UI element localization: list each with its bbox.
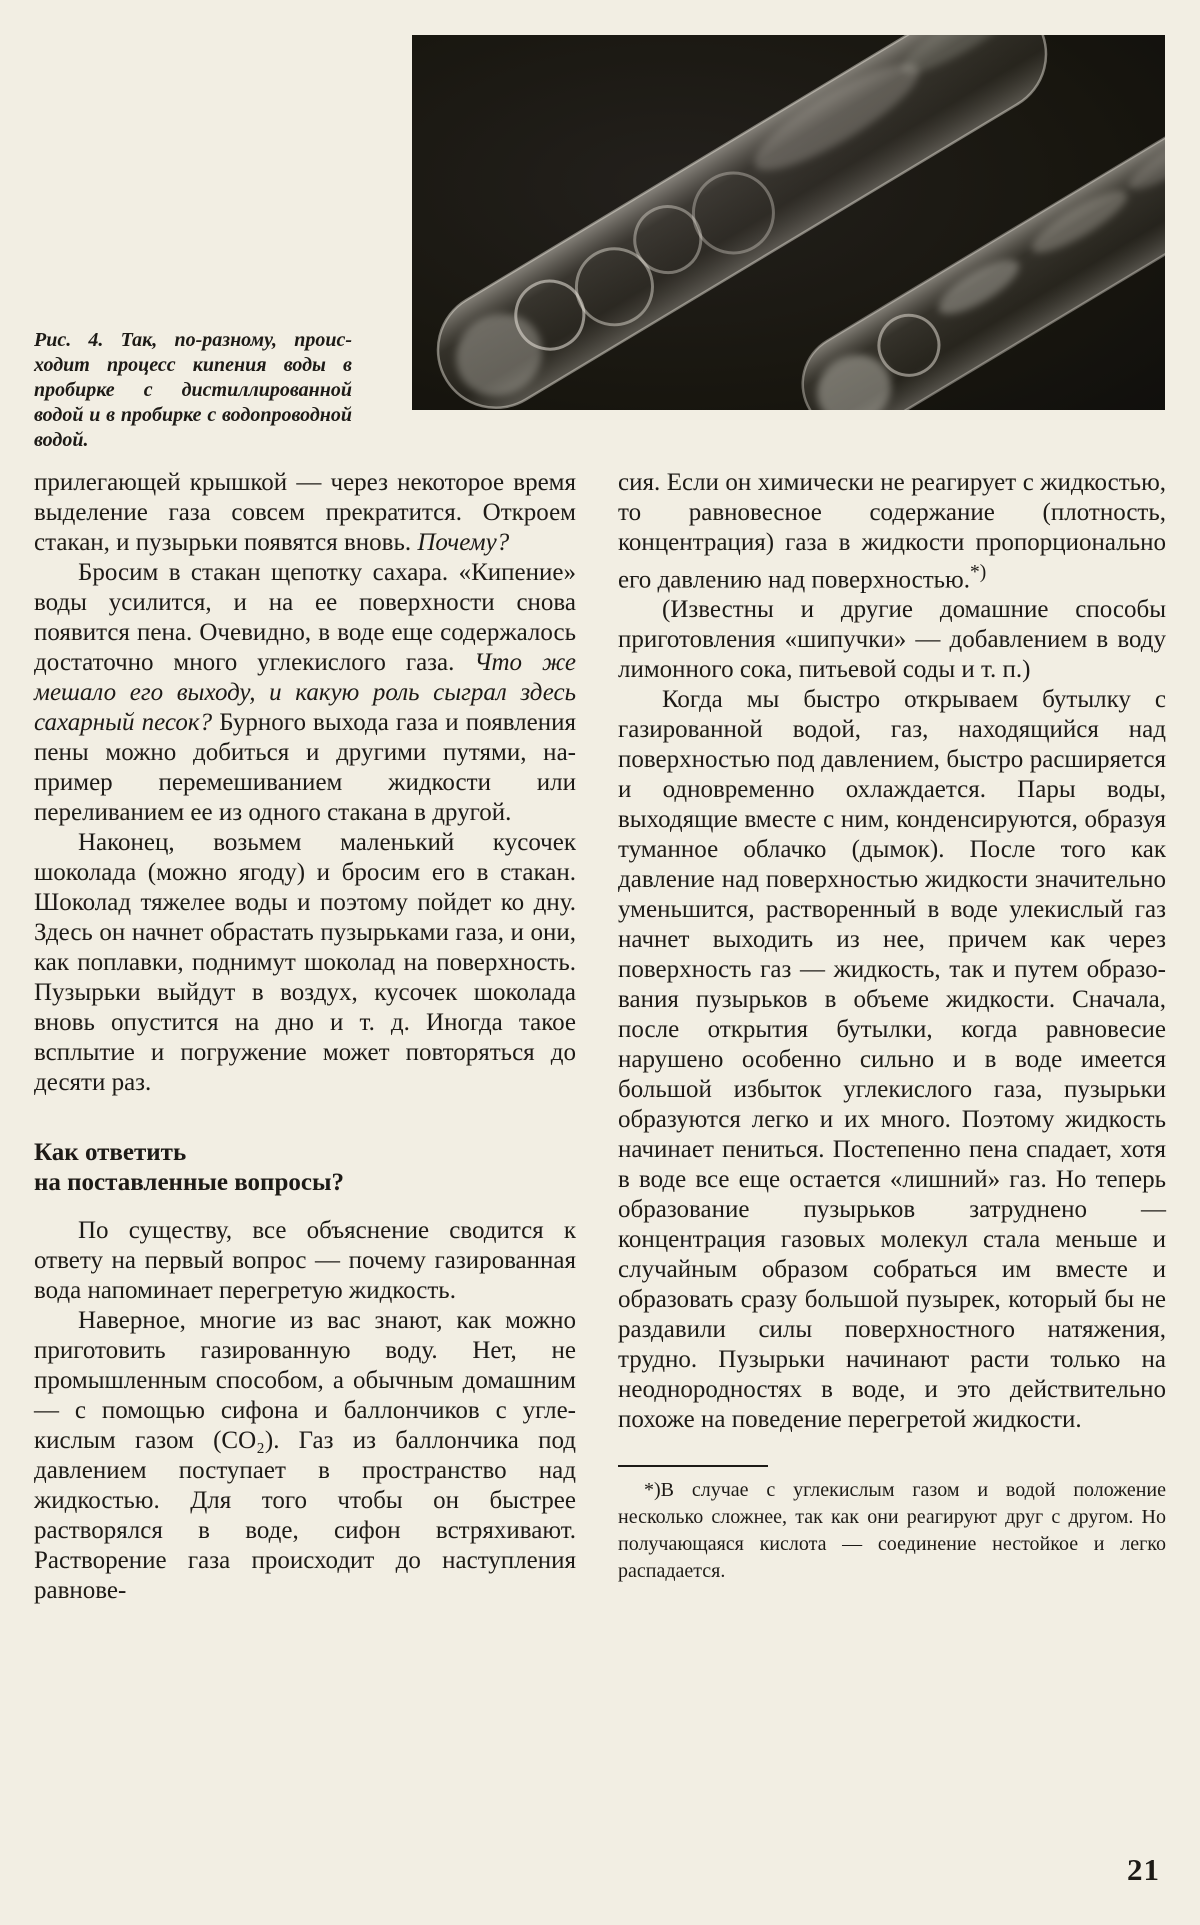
footnote-divider <box>618 1465 768 1467</box>
test-tubes-photo-illustration <box>412 35 1165 410</box>
paragraph: Наконец, возьмем маленький кусочек шоколада (можно ягоду) и бросим его в стакан. Шоколад тяжелее воды и поэтому пойдет ко дну. Здесь он начнет обрастать пузырьками газа, и они, как поплавки, поднимут шоколад на поверхность. Пузырьки выйдут в воздух, кусочек шоколада вновь опустится на дно и т. д. Иногда такое всплытие и погружение может повторяться до десяти раз. <box>34 829 576 1096</box>
paragraph: (Известны и другие домашние способы приготовления «шипучки» — добавлением в воду лимонного сока, питьевой соды и т. п.) <box>618 596 1166 684</box>
page-number: 21 <box>1127 1852 1160 1887</box>
left-text-column <box>34 468 576 1606</box>
figure-photo <box>412 35 1165 410</box>
footnote <box>618 1465 1166 1585</box>
paragraph: прилегающей крышкой — через некоторое время выделение газа совсем прекратится. Откроем стакан, и пузырьки появятся вновь. Почему? <box>34 469 576 556</box>
paragraph: По существу, все объяснение сводится к ответу на первый вопрос — почему газированная вода напоминает перегретую жидкость. <box>34 1217 576 1304</box>
figure-caption: Рис. 4. Так, по-разному, происходит процесс кипения воды в пробирке с дистиллированной водой и в пробирке с водопроводной водой. <box>34 329 352 451</box>
footnote-text: *)В случае с углекислым газом и водой положение несколько сложнее, так как они реагируют друг с другом. Но получающаяся кислота — соединение нестойкое и легко распадается. <box>618 1479 1166 1583</box>
right-text-column <box>618 468 1166 1585</box>
section-heading: Как ответить на поставленные вопросы? <box>34 1139 344 1196</box>
paragraph: Бросим в стакан щепотку сахара. «Кипение» воды усилится, и на ее поверхности снова появится пена. Очевидно, в воде еще содержалось достаточно много углекислого газа. Что же мешало его выходу, и какую роль сыграл здесь сахарный песок? Бурного выхода газа и появления пены можно добиться и другими путями, например перемешиванием жидкости или переливанием ее из одного стакана в другой. <box>34 559 576 826</box>
paragraph: Наверное, многие из вас знают, как можно приготовить газированную воду. Нет, не промышленным способом, а обычным домашним — с помощью сифона и баллончиков с углекислым газом (СО₂). Газ из баллончика под давлением поступает в пространство над жидкостью. Для того чтобы он быстрее растворялся в воде, сифон встряхивают. Растворение газа происходит до наступления равнове- <box>34 1307 576 1604</box>
paragraph: Когда мы быстро открываем бутылку с газированной водой, газ, находящийся над поверхностью под давлением, быстро расширяется и одновременно охлаждается. Пары воды, выходящие вместе с ним, конденсируются, образуя туманное облачко (дымок). После того как давление над поверхностью жидкости значительно уменьшится, растворенный в воде улекислый газ начнет выходить из нее, причем как через поверхность газ — жидкость, так и путем образования пузырьков в объеме жидкости. Сначала, после открытия бутылки, когда равновесие нарушено особенно сильно и в воде имеется большой избыток углекислого газа, пузырьки образуются легко и их много. Поэтому жидкость начинает пениться. Постепенно пена спадает, хотя в воде все еще остается «лишний» газ. Но теперь образование пузырьков затруднено — концентрация газовых молекул стала меньше и случайным образом собраться им вместе и образовать сразу большой пузырек, который бы не раздавили силы поверхностного натяжения, трудно. Пузырьки начинают расти только на неоднородностях в воде, и это действительно похоже на поведение перегретой жидкости. <box>618 686 1166 1434</box>
paragraph: сия. Если он химически не реагирует с жидкостью, то равновесное содержание (плотность, концентрация) газа в жидкости пропорционально его давлению над поверхностью.*) <box>618 469 1166 594</box>
